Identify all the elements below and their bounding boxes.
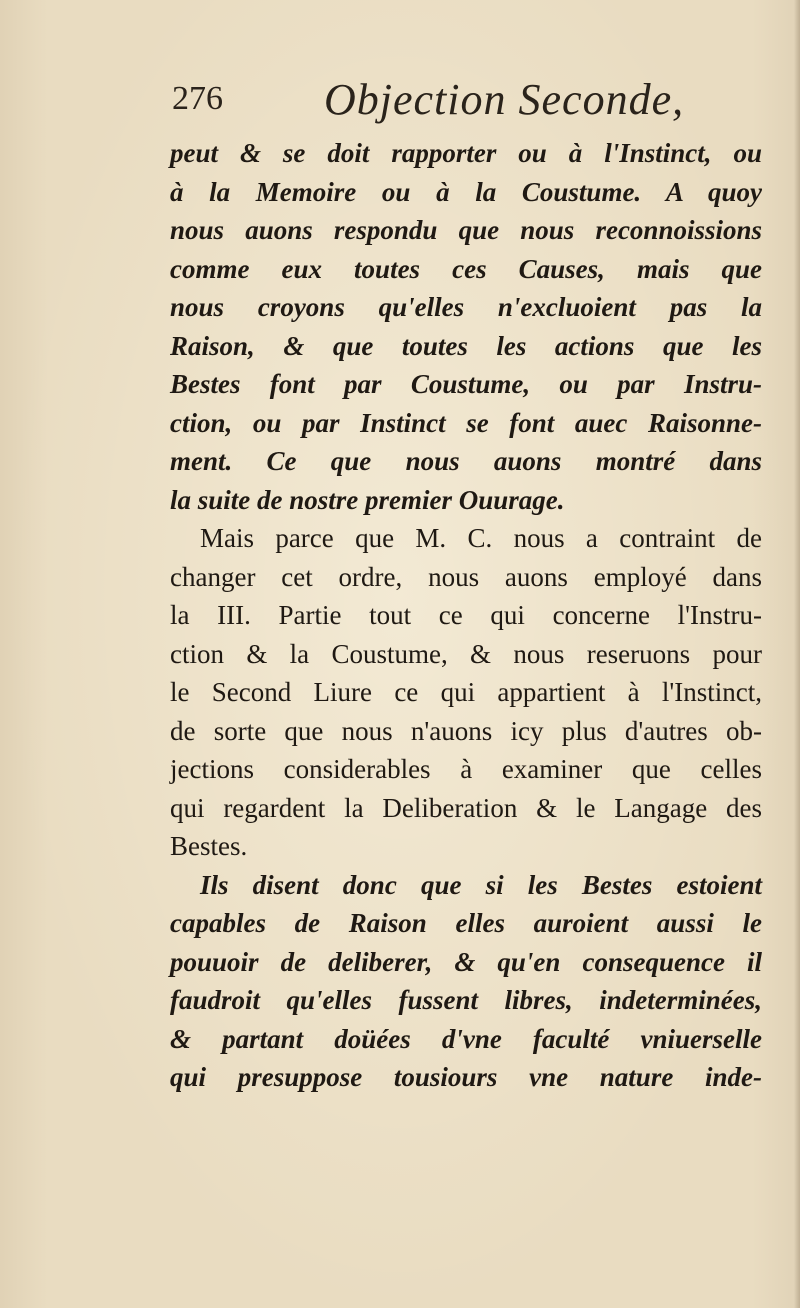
text-line: qui presuppose tousiours vne nature inde- xyxy=(170,1062,762,1092)
page-edge-shadow xyxy=(794,0,800,1316)
text-line: jections considerables à examiner que celles xyxy=(170,754,762,784)
paragraph-2 xyxy=(170,519,762,866)
text-line: nous auons respondu que nous reconnoissions xyxy=(170,215,762,245)
text-line: ction & la Coustume, & nous reseruons pour xyxy=(170,638,762,669)
page-bottom-margin xyxy=(0,1308,800,1316)
text-line: faudroit qu'elles fussent libres, indeterminées, xyxy=(170,985,762,1015)
text-line: la III. Partie tout ce qui concerne l'Instru- xyxy=(170,600,762,630)
text-line: qui regardent la Deliberation & le Langage des xyxy=(170,792,762,823)
text-line: la suite de nostre premier Ouurage. xyxy=(170,484,565,515)
page-number: 276 xyxy=(172,80,223,117)
text-line: Mais parce que M. C. nous a contraint de xyxy=(200,523,762,553)
text-line: pouuoir de deliberer, & qu'en consequence il xyxy=(170,946,762,977)
text-line: Bestes font par Coustume, ou par Instru- xyxy=(170,369,762,399)
text-line: de sorte que nous n'auons icy plus d'autres ob- xyxy=(170,715,762,746)
text-line: & partant doüées d'vne faculté vniuerselle xyxy=(170,1023,762,1054)
text-line: Bestes. xyxy=(170,831,248,861)
body-text xyxy=(170,134,762,1097)
paragraph-1 xyxy=(170,134,762,519)
running-title: Objection Seconde, xyxy=(324,75,685,124)
text-line: Raison, & que toutes les actions que les xyxy=(170,330,762,361)
text-line: ment. Ce que nous auons montré dans xyxy=(170,446,762,476)
text-line: changer cet ordre, nous auons employé dans xyxy=(170,561,762,592)
paragraph-3 xyxy=(170,866,762,1097)
page-header xyxy=(172,74,692,134)
text-line: à la Memoire ou à la Coustume. A quoy xyxy=(170,176,762,207)
text-line: peut & se doit rapporter ou à l'Instinct, ou xyxy=(170,138,762,168)
text-line: ction, ou par Instinct se font auec Raisonne- xyxy=(170,407,762,438)
text-line: Ils disent donc que si les Bestes estoient xyxy=(200,869,762,900)
text-line: comme eux toutes ces Causes, mais que xyxy=(170,253,762,284)
text-line: nous croyons qu'elles n'excluoient pas la xyxy=(170,292,762,322)
text-line: le Second Liure ce qui appartient à l'Instinct, xyxy=(170,677,762,707)
text-line: capables de Raison elles auroient aussi le xyxy=(170,908,762,938)
